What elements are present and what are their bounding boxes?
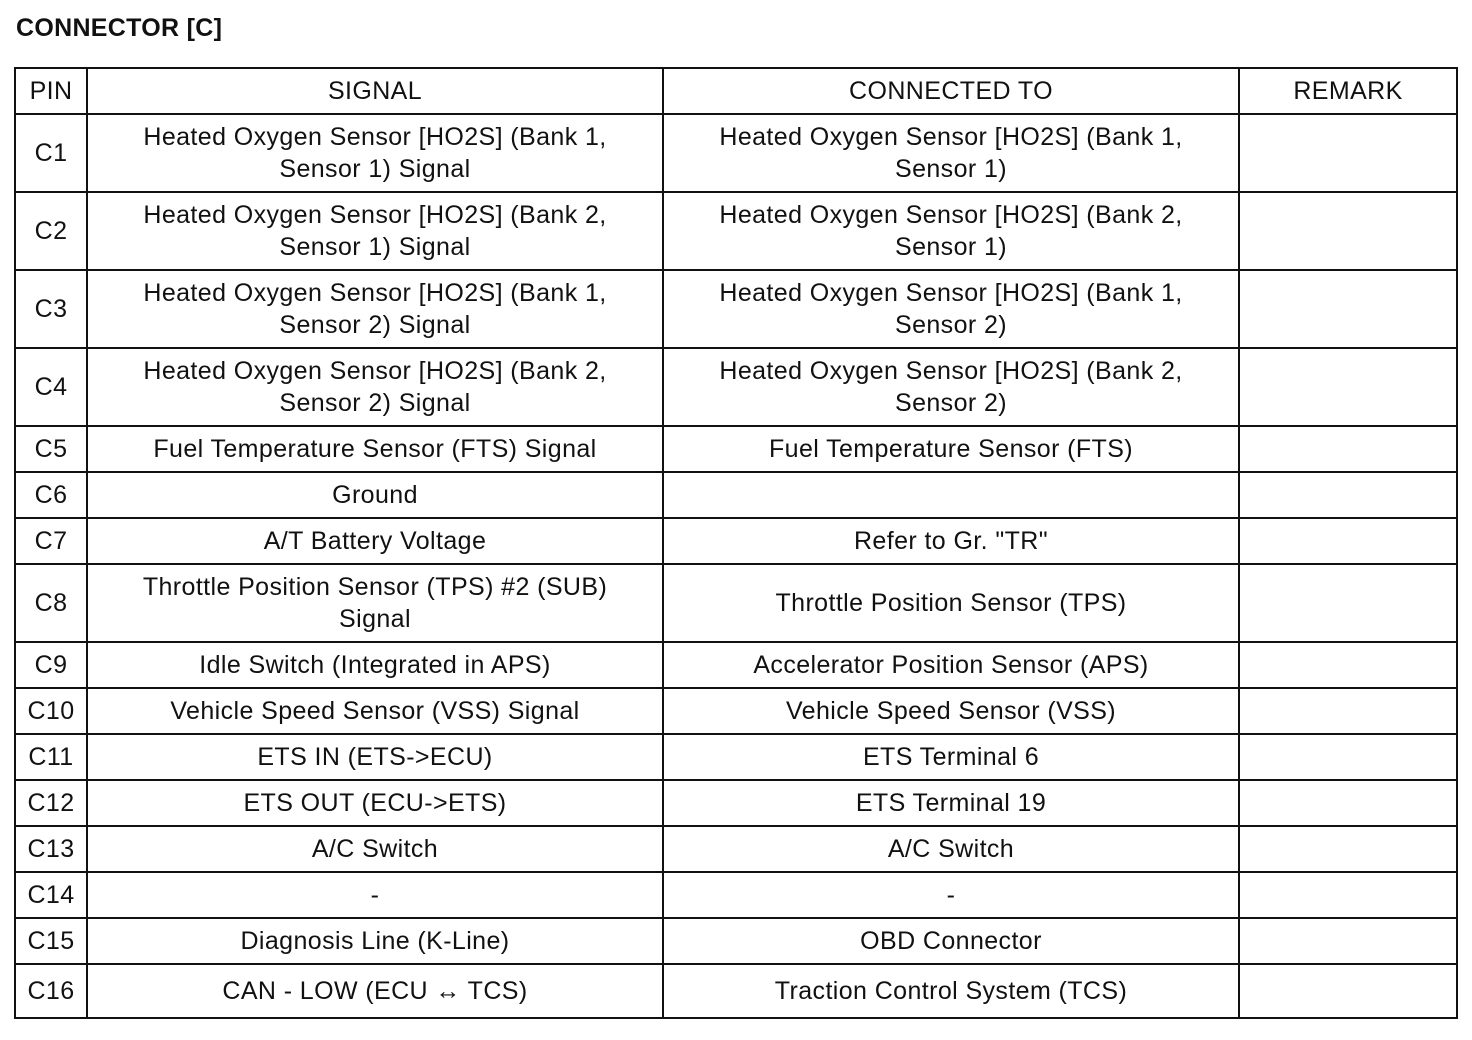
connected-to-cell: Refer to Gr. "TR" bbox=[663, 518, 1239, 564]
pin-cell: C1 bbox=[15, 114, 87, 192]
connector-pin-table bbox=[14, 67, 1458, 1019]
pin-cell: C5 bbox=[15, 426, 87, 472]
header-connected-to: CONNECTED TO bbox=[663, 68, 1239, 114]
pin-cell: C4 bbox=[15, 348, 87, 426]
signal-cell: ETS IN (ETS->ECU) bbox=[87, 734, 663, 780]
signal-cell: A/C Switch bbox=[87, 826, 663, 872]
remark-cell bbox=[1239, 964, 1457, 1018]
remark-cell bbox=[1239, 564, 1457, 642]
signal-cell: Heated Oxygen Sensor [HO2S] (Bank 1, Sensor 1) Signal bbox=[87, 114, 663, 192]
pin-cell: C11 bbox=[15, 734, 87, 780]
signal-cell: Fuel Temperature Sensor (FTS) Signal bbox=[87, 426, 663, 472]
remark-cell bbox=[1239, 826, 1457, 872]
pin-cell: C13 bbox=[15, 826, 87, 872]
remark-cell bbox=[1239, 472, 1457, 518]
table-row bbox=[15, 872, 1457, 918]
connected-to-cell: A/C Switch bbox=[663, 826, 1239, 872]
signal-cell: Ground bbox=[87, 472, 663, 518]
table-row bbox=[15, 826, 1457, 872]
table-row bbox=[15, 426, 1457, 472]
remark-cell bbox=[1239, 348, 1457, 426]
remark-cell bbox=[1239, 114, 1457, 192]
table-row bbox=[15, 192, 1457, 270]
pin-cell: C2 bbox=[15, 192, 87, 270]
remark-cell bbox=[1239, 918, 1457, 964]
signal-cell: Diagnosis Line (K-Line) bbox=[87, 918, 663, 964]
signal-cell: Idle Switch (Integrated in APS) bbox=[87, 642, 663, 688]
signal-cell: Throttle Position Sensor (TPS) #2 (SUB) Signal bbox=[87, 564, 663, 642]
pin-cell: C6 bbox=[15, 472, 87, 518]
pin-cell: C16 bbox=[15, 964, 87, 1018]
pin-cell: C14 bbox=[15, 872, 87, 918]
pin-cell: C3 bbox=[15, 270, 87, 348]
remark-cell bbox=[1239, 518, 1457, 564]
table-row bbox=[15, 270, 1457, 348]
connected-to-cell: Heated Oxygen Sensor [HO2S] (Bank 1, Sensor 2) bbox=[663, 270, 1239, 348]
connected-to-cell: Heated Oxygen Sensor [HO2S] (Bank 2, Sensor 1) bbox=[663, 192, 1239, 270]
pin-cell: C8 bbox=[15, 564, 87, 642]
connected-to-cell: Fuel Temperature Sensor (FTS) bbox=[663, 426, 1239, 472]
header-signal: SIGNAL bbox=[87, 68, 663, 114]
connected-to-cell: ETS Terminal 6 bbox=[663, 734, 1239, 780]
table-row bbox=[15, 964, 1457, 1018]
connected-to-cell bbox=[663, 472, 1239, 518]
remark-cell bbox=[1239, 780, 1457, 826]
signal-cell: Vehicle Speed Sensor (VSS) Signal bbox=[87, 688, 663, 734]
remark-cell bbox=[1239, 642, 1457, 688]
table-row bbox=[15, 518, 1457, 564]
remark-cell bbox=[1239, 734, 1457, 780]
table-row bbox=[15, 114, 1457, 192]
page-title: CONNECTOR [C] bbox=[16, 14, 223, 42]
signal-cell: CAN - LOW (ECU ↔ TCS) bbox=[87, 964, 663, 1018]
remark-cell bbox=[1239, 688, 1457, 734]
table-header-row bbox=[15, 68, 1457, 114]
pin-cell: C9 bbox=[15, 642, 87, 688]
connected-to-cell: Heated Oxygen Sensor [HO2S] (Bank 2, Sensor 2) bbox=[663, 348, 1239, 426]
remark-cell bbox=[1239, 426, 1457, 472]
connected-to-cell: Traction Control System (TCS) bbox=[663, 964, 1239, 1018]
connected-to-cell: - bbox=[663, 872, 1239, 918]
pin-cell: C12 bbox=[15, 780, 87, 826]
header-pin: PIN bbox=[15, 68, 87, 114]
pin-cell: C7 bbox=[15, 518, 87, 564]
table-row bbox=[15, 642, 1457, 688]
pin-cell: C10 bbox=[15, 688, 87, 734]
signal-cell: Heated Oxygen Sensor [HO2S] (Bank 2, Sensor 2) Signal bbox=[87, 348, 663, 426]
remark-cell bbox=[1239, 192, 1457, 270]
remark-cell bbox=[1239, 270, 1457, 348]
table-row bbox=[15, 918, 1457, 964]
connected-to-cell: Vehicle Speed Sensor (VSS) bbox=[663, 688, 1239, 734]
table-row bbox=[15, 564, 1457, 642]
signal-cell: Heated Oxygen Sensor [HO2S] (Bank 2, Sensor 1) Signal bbox=[87, 192, 663, 270]
connected-to-cell: OBD Connector bbox=[663, 918, 1239, 964]
connected-to-cell: ETS Terminal 19 bbox=[663, 780, 1239, 826]
table-row bbox=[15, 348, 1457, 426]
signal-cell: ETS OUT (ECU->ETS) bbox=[87, 780, 663, 826]
table-row bbox=[15, 688, 1457, 734]
pin-cell: C15 bbox=[15, 918, 87, 964]
table-row bbox=[15, 734, 1457, 780]
remark-cell bbox=[1239, 872, 1457, 918]
signal-cell: Heated Oxygen Sensor [HO2S] (Bank 1, Sensor 2) Signal bbox=[87, 270, 663, 348]
table-row bbox=[15, 780, 1457, 826]
signal-cell: - bbox=[87, 872, 663, 918]
connected-to-cell: Accelerator Position Sensor (APS) bbox=[663, 642, 1239, 688]
connected-to-cell: Heated Oxygen Sensor [HO2S] (Bank 1, Sensor 1) bbox=[663, 114, 1239, 192]
connected-to-cell: Throttle Position Sensor (TPS) bbox=[663, 564, 1239, 642]
signal-cell: A/T Battery Voltage bbox=[87, 518, 663, 564]
table-row bbox=[15, 472, 1457, 518]
header-remark: REMARK bbox=[1239, 68, 1457, 114]
